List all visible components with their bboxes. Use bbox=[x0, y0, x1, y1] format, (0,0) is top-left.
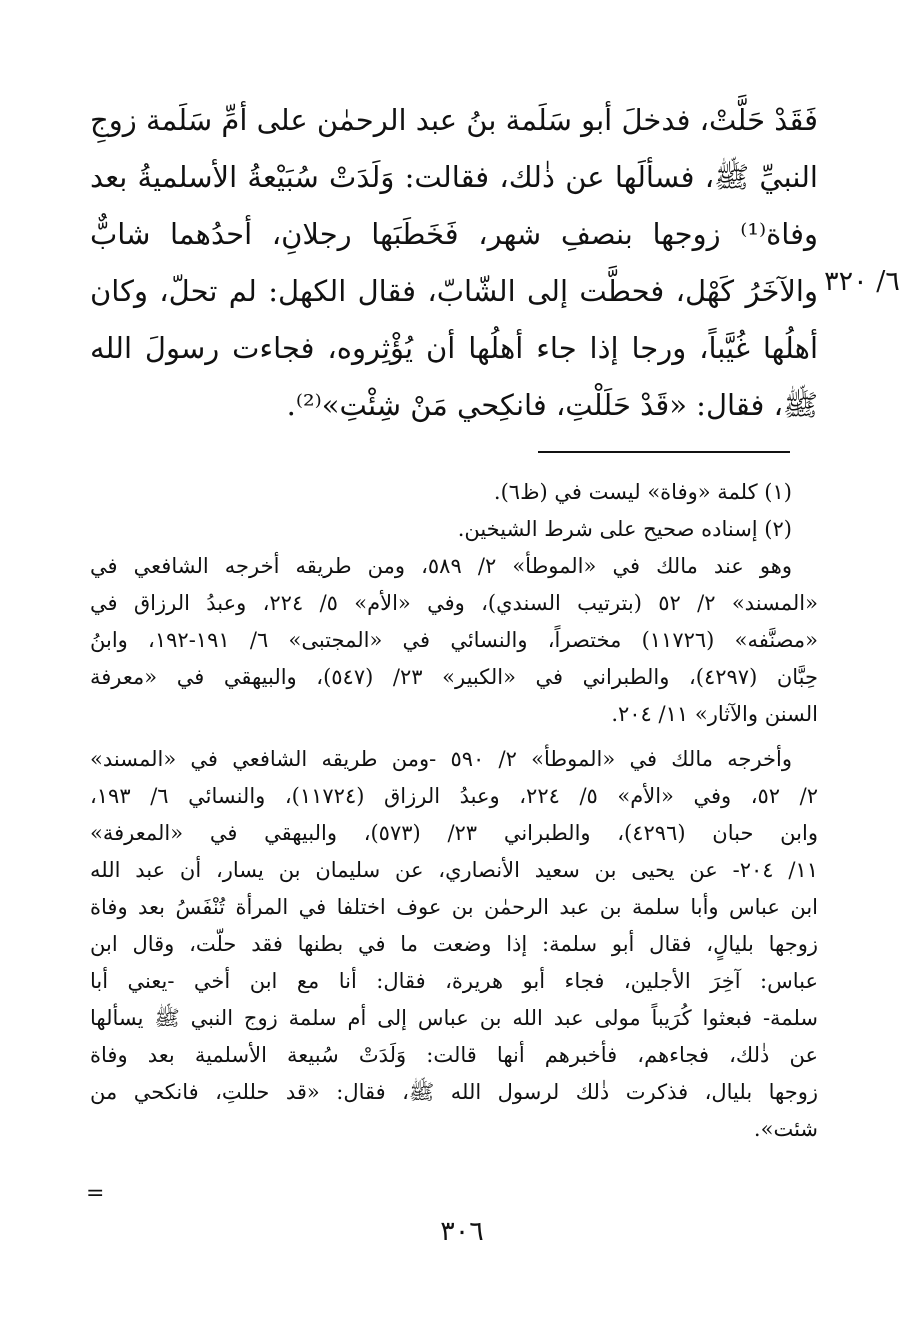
footnote-line: «المسند» ٢/ ٥٢ (بترتيب السندي)، وفي «الأم» ٥/ ٢٢٤، وعبدُ الرزاق في bbox=[90, 591, 818, 615]
page-number: ٣٠٦ bbox=[440, 1216, 484, 1247]
footnote-line: سلمة- فبعثوا كُرَيباً مولى عبد الله بن عباس إلى أم سلمة زوج النبي ﷺ يسألها bbox=[90, 1006, 818, 1030]
continuation-mark: = bbox=[86, 1181, 105, 1206]
footnote-line: وأخرجه مالك في «الموطأ» ٢/ ٥٩٠ -ومن طريقه الشافعي في «المسند» bbox=[90, 747, 792, 771]
main-line: وفاة⁽¹⁾ زوجها بنصفِ شهر، فَخَطَبَها رجلانِ، أحدُهما شابٌّ bbox=[90, 217, 818, 251]
main-line: أهلُها غُيَّباً، ورجا إذا جاء أهلُها أن يُؤْثِروه، فجاءت رسولَ الله bbox=[90, 331, 818, 365]
main-text bbox=[90, 92, 818, 434]
footnote-line: زوجها بليال، فذكرت ذٰلك لرسول الله ﷺ، فقال: «قد حللتِ، فانكحي من bbox=[90, 1080, 818, 1104]
footnote-line: ابن عباس وأبا سلمة بن عبد الرحمٰن بن عوف اختلفا في المرأة تُنْفَسُ بعد وفاة bbox=[90, 895, 818, 919]
margin-reference: ٦/ ٣٢٠ bbox=[824, 266, 900, 297]
footnote-1: (١) كلمة «وفاة» ليست في (ظ٦). bbox=[493, 480, 792, 504]
footnote-line: السنن والآثار» ١١/ ٢٠٤. bbox=[611, 702, 818, 726]
main-line: ﷺ، فقال: «قَدْ حَلَلْتِ، فانكِحي مَنْ شِئْتِ»⁽²⁾. bbox=[286, 388, 818, 422]
footnote-line: زوجها بليالٍ، فقال أبو سلمة: إذا وضعت ما في بطنها فقد حلّت، وقال ابن bbox=[90, 932, 818, 956]
footnote-separator bbox=[538, 451, 790, 453]
main-line: النبيِّ ﷺ، فسألَها عن ذٰلك، فقالت: وَلَدَتْ سُبَيْعةُ الأسلميةُ بعد bbox=[90, 160, 818, 194]
footnote-line: شئت». bbox=[753, 1117, 818, 1141]
footnote-line: وهو عند مالك في «الموطأ» ٢/ ٥٨٩، ومن طريقه أخرجه الشافعي في bbox=[90, 554, 792, 578]
footnote-line: عباس: آخِرَ الأجلين، فجاء أبو هريرة، فقال: أنا مع ابن أخي -يعني أبا bbox=[90, 969, 818, 993]
footnote-line: وابن حبان (٤٢٩٦)، والطبراني ٢٣/ (٥٧٣)، والبيهقي في «المعرفة» bbox=[90, 821, 818, 845]
footnote-line: «مصنَّفه» (١١٧٢٦) مختصراً، والنسائي في «المجتبى» ٦/ ١٩١-١٩٢، وابنُ bbox=[90, 628, 818, 652]
main-line: فَقَدْ حَلَّتْ، فدخلَ أبو سَلَمة بنُ عبد الرحمٰن على أمِّ سَلَمة زوجِ bbox=[90, 103, 818, 137]
footnote-line: حِبَّان (٤٢٩٧)، والطبراني في «الكبير» ٢٣/ (٥٤٧)، والبيهقي في «معرفة bbox=[90, 665, 818, 689]
footnote-line: ٢/ ٥٢، وفي «الأم» ٥/ ٢٢٤، وعبدُ الرزاق (١١٧٢٤)، والنسائي ٦/ ١٩٣، bbox=[90, 784, 818, 808]
footnote-2: (٢) إسناده صحيح على شرط الشيخين. bbox=[457, 517, 792, 541]
footnote-line: ١١/ ٢٠٤- عن يحيى بن سعيد الأنصاري، عن سليمان بن يسار، أن عبد الله bbox=[90, 858, 818, 882]
main-line: والآخَرُ كَهْل، فحطَّت إلى الشّابّ، فقال الكهل: لم تحلّ، وكان bbox=[90, 274, 818, 308]
footnotes bbox=[90, 474, 818, 1148]
footnote-line: عن ذٰلك، فجاءهم، فأخبرهم أنها قالت: وَلَدَتْ سُبيعة الأسلمية بعد وفاة bbox=[90, 1043, 818, 1067]
